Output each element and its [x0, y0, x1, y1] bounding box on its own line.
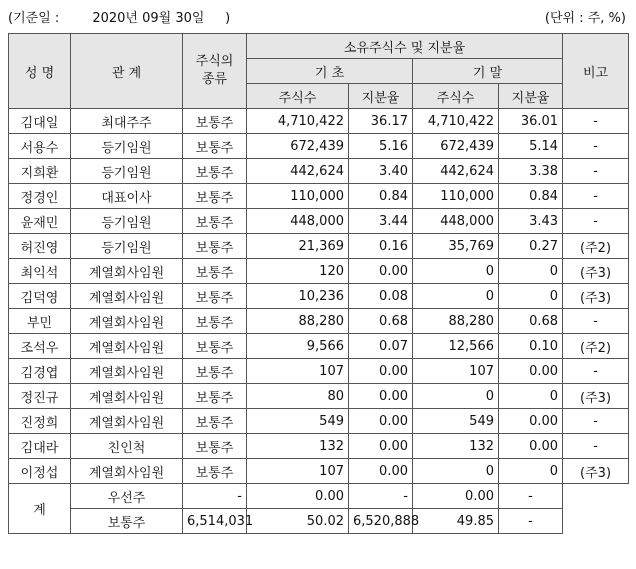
cell-stock-type: 보통주 [183, 259, 247, 284]
cell-name: 정진규 [9, 384, 71, 409]
cell-name: 허진영 [9, 234, 71, 259]
table-row [9, 159, 629, 184]
cell-start-ratio: 3.40 [349, 159, 413, 184]
cell-relation: 등기임원 [71, 209, 183, 234]
cell-start-ratio: 0.68 [349, 309, 413, 334]
table-row [9, 434, 629, 459]
col-name: 성 명 [9, 34, 71, 109]
cell-start-ratio: 0.00 [349, 359, 413, 384]
cell-end-ratio: 0.00 [499, 359, 563, 384]
cell-start-ratio: 3.44 [349, 209, 413, 234]
cell-start-shares: 80 [247, 384, 349, 409]
cell-name: 김대라 [9, 434, 71, 459]
cell-name: 이정섭 [9, 459, 71, 484]
cell-note: - [563, 434, 629, 459]
cell-start-ratio: 0.00 [349, 434, 413, 459]
cell-relation: 등기임원 [71, 134, 183, 159]
cell-name: 김경엽 [9, 359, 71, 384]
table-row [9, 409, 629, 434]
cell-stock-type: 보통주 [183, 434, 247, 459]
cell-start-shares: 132 [247, 434, 349, 459]
cell-relation: 계열회사임원 [71, 359, 183, 384]
cell-end-shares: 672,439 [413, 134, 499, 159]
col-note: 비고 [563, 34, 629, 109]
cell-note: (주3) [563, 259, 629, 284]
cell-end-ratio: 0.27 [499, 234, 563, 259]
cell-relation: 등기임원 [71, 159, 183, 184]
cell-start-shares: 10,236 [247, 284, 349, 309]
table-row [9, 384, 629, 409]
cell-name: 서용수 [9, 134, 71, 159]
table-row [9, 359, 629, 384]
cell-end-shares: 12,566 [413, 334, 499, 359]
total-common-note: - [499, 509, 563, 534]
cell-stock-type: 보통주 [183, 384, 247, 409]
table-row [9, 259, 629, 284]
cell-stock-type: 보통주 [183, 409, 247, 434]
cell-end-ratio: 0 [499, 459, 563, 484]
cell-end-shares: 442,624 [413, 159, 499, 184]
cell-stock-type: 보통주 [183, 234, 247, 259]
total-common-start-shares: 6,514,031 [183, 509, 247, 534]
total-preferred-end-ratio: 0.00 [413, 484, 499, 509]
table-row [9, 234, 629, 259]
cell-end-shares: 0 [413, 384, 499, 409]
total-preferred-note: - [499, 484, 563, 509]
cell-start-ratio: 0.00 [349, 409, 413, 434]
cell-name: 진정희 [9, 409, 71, 434]
total-common-end-shares: 6,520,888 [349, 509, 413, 534]
cell-end-shares: 0 [413, 284, 499, 309]
total-common-type: 보통주 [71, 509, 183, 534]
total-preferred-start-ratio: 0.00 [247, 484, 349, 509]
total-common-end-ratio: 49.85 [413, 509, 499, 534]
cell-name: 김대일 [9, 109, 71, 134]
total-preferred-type: 우선주 [71, 484, 183, 509]
cell-note: (주3) [563, 384, 629, 409]
cell-start-shares: 442,624 [247, 159, 349, 184]
cell-stock-type: 보통주 [183, 309, 247, 334]
cell-start-ratio: 0.00 [349, 384, 413, 409]
table-row [9, 309, 629, 334]
cell-start-shares: 549 [247, 409, 349, 434]
cell-stock-type: 보통주 [183, 109, 247, 134]
cell-start-shares: 672,439 [247, 134, 349, 159]
cell-start-ratio: 0.00 [349, 459, 413, 484]
total-preferred-start-shares: - [183, 484, 247, 509]
col-start-shares: 주식수 [247, 84, 349, 109]
cell-end-ratio: 0.00 [499, 434, 563, 459]
cell-note: - [563, 109, 629, 134]
cell-relation: 대표이사 [71, 184, 183, 209]
cell-end-shares: 448,000 [413, 209, 499, 234]
col-start: 기 초 [247, 59, 413, 84]
table-row [9, 284, 629, 309]
table-header-line [0, 0, 636, 30]
total-preferred-end-shares: - [349, 484, 413, 509]
cell-stock-type: 보통주 [183, 134, 247, 159]
cell-note: - [563, 134, 629, 159]
cell-start-ratio: 36.17 [349, 109, 413, 134]
cell-end-shares: 132 [413, 434, 499, 459]
cell-start-ratio: 0.16 [349, 234, 413, 259]
cell-start-ratio: 0.00 [349, 259, 413, 284]
total-label: 계 [9, 484, 71, 534]
cell-stock-type: 보통주 [183, 459, 247, 484]
col-end-shares: 주식수 [413, 84, 499, 109]
unit-label: (단위 : 주, %) [544, 11, 626, 26]
cell-end-shares: 110,000 [413, 184, 499, 209]
cell-name: 윤재민 [9, 209, 71, 234]
cell-note: - [563, 409, 629, 434]
cell-name: 조석우 [9, 334, 71, 359]
cell-end-shares: 0 [413, 459, 499, 484]
cell-end-shares: 88,280 [413, 309, 499, 334]
cell-end-ratio: 0 [499, 259, 563, 284]
table-row [9, 134, 629, 159]
reference-date: (기준일 : 2020년 09월 30일 ) [8, 11, 231, 26]
cell-relation: 계열회사임원 [71, 309, 183, 334]
cell-name: 정경인 [9, 184, 71, 209]
cell-stock-type: 보통주 [183, 184, 247, 209]
cell-start-ratio: 0.08 [349, 284, 413, 309]
cell-note: (주3) [563, 459, 629, 484]
col-end-ratio: 지분율 [499, 84, 563, 109]
cell-note: - [563, 309, 629, 334]
cell-relation: 계열회사임원 [71, 284, 183, 309]
table-row [9, 459, 629, 484]
cell-end-ratio: 5.14 [499, 134, 563, 159]
cell-stock-type: 보통주 [183, 209, 247, 234]
cell-end-shares: 35,769 [413, 234, 499, 259]
cell-end-ratio: 0 [499, 384, 563, 409]
cell-end-ratio: 3.38 [499, 159, 563, 184]
cell-end-shares: 107 [413, 359, 499, 384]
cell-start-shares: 448,000 [247, 209, 349, 234]
cell-name: 부민 [9, 309, 71, 334]
cell-note: (주2) [563, 234, 629, 259]
table-row [9, 184, 629, 209]
cell-note: - [563, 184, 629, 209]
cell-start-ratio: 0.07 [349, 334, 413, 359]
cell-relation: 계열회사임원 [71, 334, 183, 359]
cell-name: 지희환 [9, 159, 71, 184]
cell-note: - [563, 159, 629, 184]
cell-note: - [563, 209, 629, 234]
cell-start-shares: 4,710,422 [247, 109, 349, 134]
col-holdings: 소유주식수 및 지분율 [247, 34, 563, 59]
cell-relation: 계열회사임원 [71, 384, 183, 409]
total-common-start-ratio: 50.02 [247, 509, 349, 534]
cell-start-shares: 88,280 [247, 309, 349, 334]
cell-note: (주2) [563, 334, 629, 359]
cell-end-ratio: 36.01 [499, 109, 563, 134]
table-row [9, 209, 629, 234]
col-stock-type: 주식의 종류 [183, 34, 247, 109]
cell-name: 김덕영 [9, 284, 71, 309]
cell-start-ratio: 5.16 [349, 134, 413, 159]
cell-end-ratio: 0.00 [499, 409, 563, 434]
cell-relation: 계열회사임원 [71, 459, 183, 484]
cell-stock-type: 보통주 [183, 359, 247, 384]
cell-end-shares: 549 [413, 409, 499, 434]
cell-start-shares: 120 [247, 259, 349, 284]
cell-relation: 계열회사임원 [71, 259, 183, 284]
col-end: 기 말 [413, 59, 563, 84]
cell-start-ratio: 0.84 [349, 184, 413, 209]
cell-end-ratio: 0.10 [499, 334, 563, 359]
cell-start-shares: 9,566 [247, 334, 349, 359]
cell-relation: 계열회사임원 [71, 409, 183, 434]
cell-end-shares: 4,710,422 [413, 109, 499, 134]
col-relation: 관 계 [71, 34, 183, 109]
cell-note: - [563, 359, 629, 384]
col-start-ratio: 지분율 [349, 84, 413, 109]
cell-start-shares: 107 [247, 459, 349, 484]
cell-relation: 최대주주 [71, 109, 183, 134]
cell-end-shares: 0 [413, 259, 499, 284]
table-row [9, 109, 629, 134]
cell-end-ratio: 0 [499, 284, 563, 309]
cell-start-shares: 107 [247, 359, 349, 384]
cell-name: 최익석 [9, 259, 71, 284]
table-row [9, 334, 629, 359]
cell-stock-type: 보통주 [183, 334, 247, 359]
cell-start-shares: 21,369 [247, 234, 349, 259]
cell-stock-type: 보통주 [183, 284, 247, 309]
shareholding-table [8, 33, 629, 534]
cell-stock-type: 보통주 [183, 159, 247, 184]
cell-relation: 친인척 [71, 434, 183, 459]
cell-start-shares: 110,000 [247, 184, 349, 209]
cell-note: (주3) [563, 284, 629, 309]
cell-end-ratio: 0.84 [499, 184, 563, 209]
cell-end-ratio: 3.43 [499, 209, 563, 234]
cell-end-ratio: 0.68 [499, 309, 563, 334]
cell-relation: 등기임원 [71, 234, 183, 259]
